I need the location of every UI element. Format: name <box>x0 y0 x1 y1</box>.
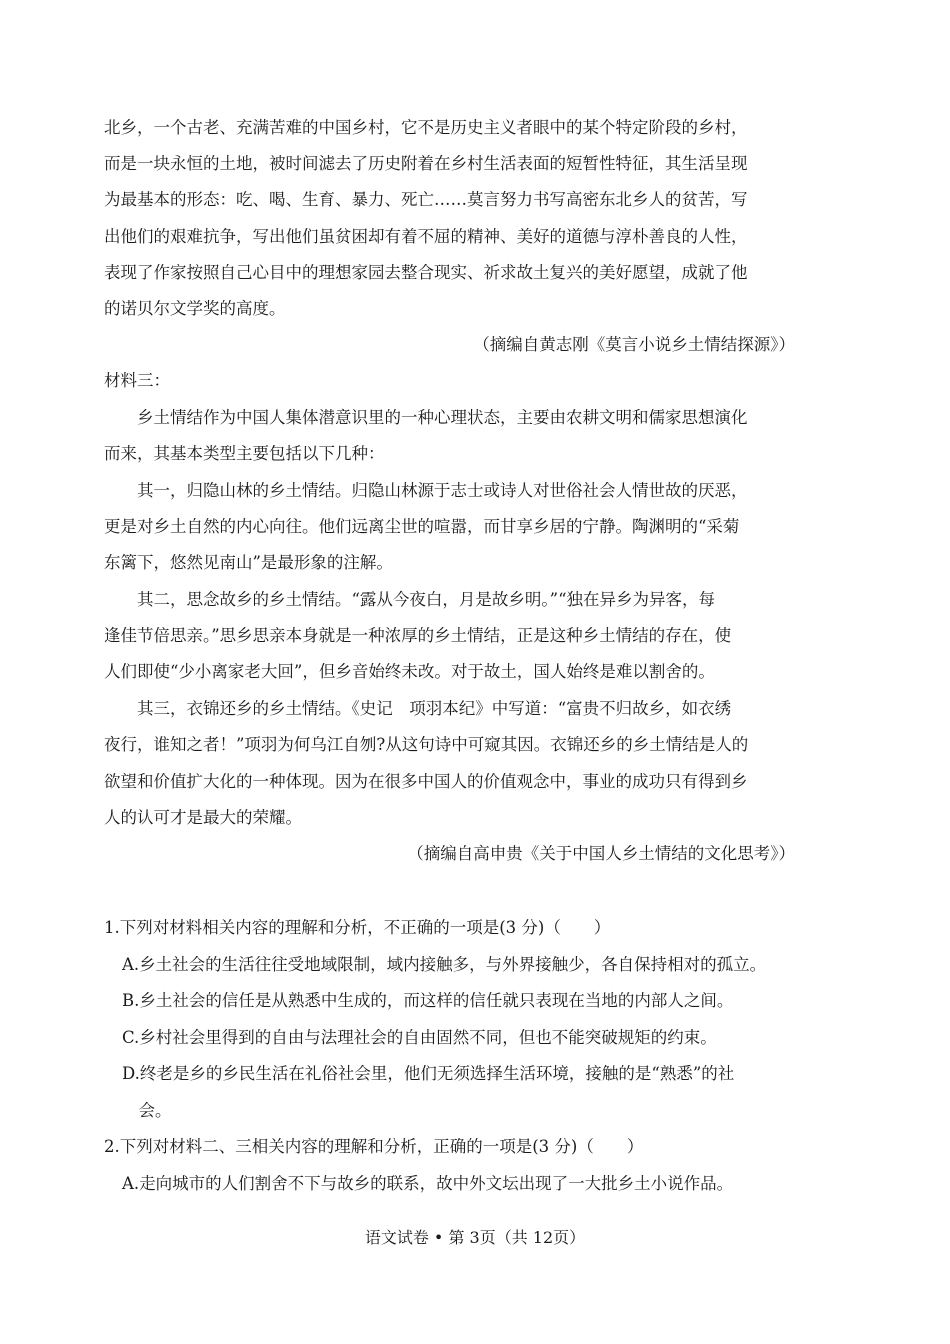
paragraph-line: 而是一块永恒的土地，被时间滤去了历史附着在乡村生活表面的短暂性特征，其生活呈现 <box>104 154 748 173</box>
question-stem: 1.下列对材料相关内容的理解和分析，不正确的一项是(3 分)（ ） <box>104 918 611 937</box>
option-d-continued: 会。 <box>122 1101 172 1120</box>
source-citation: （摘编自黄志刚《莫言小说乡土情结探源》） <box>473 335 795 354</box>
source-citation: （摘编自高申贵《关于中国人乡土情结的文化思考》） <box>407 844 795 863</box>
paragraph-line: 其三，衣锦还乡的乡土情结。《史记 项羽本纪》中写道：“富贵不归故乡，如衣绣 <box>104 699 732 718</box>
option-a: A.乡土社会的生活往往受地域限制，域内接触多，与外界接触少，各自保持相对的孤立。 <box>122 955 767 974</box>
paragraph-line: 北乡，一个古老、充满苦难的中国乡村，它不是历史主义者眼中的某个特定阶段的乡村， <box>104 118 748 137</box>
paragraph-line: 逢佳节倍思亲。”思乡思亲本身就是一种浓厚的乡土情结，正是这种乡土情结的存在，使 <box>104 626 732 645</box>
paragraph-line: 乡土情结作为中国人集体潜意识里的一种心理状态，主要由农耕文明和儒家思想演化 <box>104 408 748 427</box>
paragraph-line: 人们即使“少小离家老大回”，但乡音始终未改。对于故土，国人始终是难以割舍的。 <box>104 662 715 681</box>
question-stem: 2.下列对材料二、三相关内容的理解和分析，正确的一项是(3 分)（ ） <box>104 1137 644 1156</box>
paragraph-line: 欲望和价值扩大化的一种体现。因为在很多中国人的价值观念中，事业的成功只有得到乡 <box>104 772 748 791</box>
paragraph-line: 东篱下，悠然见南山”是最形象的注解。 <box>104 553 393 572</box>
option-a: A.走向城市的人们割舍不下与故乡的联系，故中外文坛出现了一大批乡土小说作品。 <box>122 1174 734 1193</box>
option-c: C.乡村社会里得到的自由与法理社会的自由固然不同，但也不能突破规矩的约束。 <box>122 1028 717 1047</box>
paragraph-line: 夜行，谁知之者！”项羽为何乌江自刎?从这句诗中可窥其因。衣锦还乡的乡土情结是人的 <box>104 735 749 754</box>
option-d: D.终老是乡的乡民生活在礼俗社会里，他们无须选择生活环境，接触的是“熟悉”的社 <box>122 1064 735 1083</box>
option-b: B.乡土社会的信任是从熟悉中生成的，而这样的信任就只表现在当地的内部人之间。 <box>122 991 734 1010</box>
paragraph-line: 的诺贝尔文学奖的高度。 <box>104 299 286 318</box>
paragraph-line: 人的认可才是最大的荣耀。 <box>104 808 302 827</box>
section-heading: 材料三： <box>104 371 170 390</box>
paragraph-line: 表现了作家按照自己心目中的理想家园去整合现实、祈求故土复兴的美好愿望，成就了他 <box>104 263 748 282</box>
paragraph-line: 更是对乡土自然的内心向往。他们远离尘世的喧嚣，而甘享乡居的宁静。陶渊明的“采菊 <box>104 517 740 536</box>
paragraph-line: 为最基本的形态：吃、喝、生育、暴力、死亡……莫言努力书写高密东北乡人的贫苦，写 <box>104 190 748 209</box>
paragraph-line: 其一，归隐山林的乡土情结。归隐山林源于志士或诗人对世俗社会人情世故的厌恶， <box>104 481 748 500</box>
page-footer: 语文试卷 • 第 3页（共 12页） <box>364 1228 586 1247</box>
paragraph-line: 而来，其基本类型主要包括以下几种： <box>104 444 385 463</box>
paragraph-line: 其二，思念故乡的乡土情结。“露从今夜白，月是故乡明。”“独在异乡为异客，每 <box>104 590 716 609</box>
paragraph-line: 出他们的艰难抗争，写出他们虽贫困却有着不屈的精神、美好的道德与淳朴善良的人性， <box>104 227 748 246</box>
